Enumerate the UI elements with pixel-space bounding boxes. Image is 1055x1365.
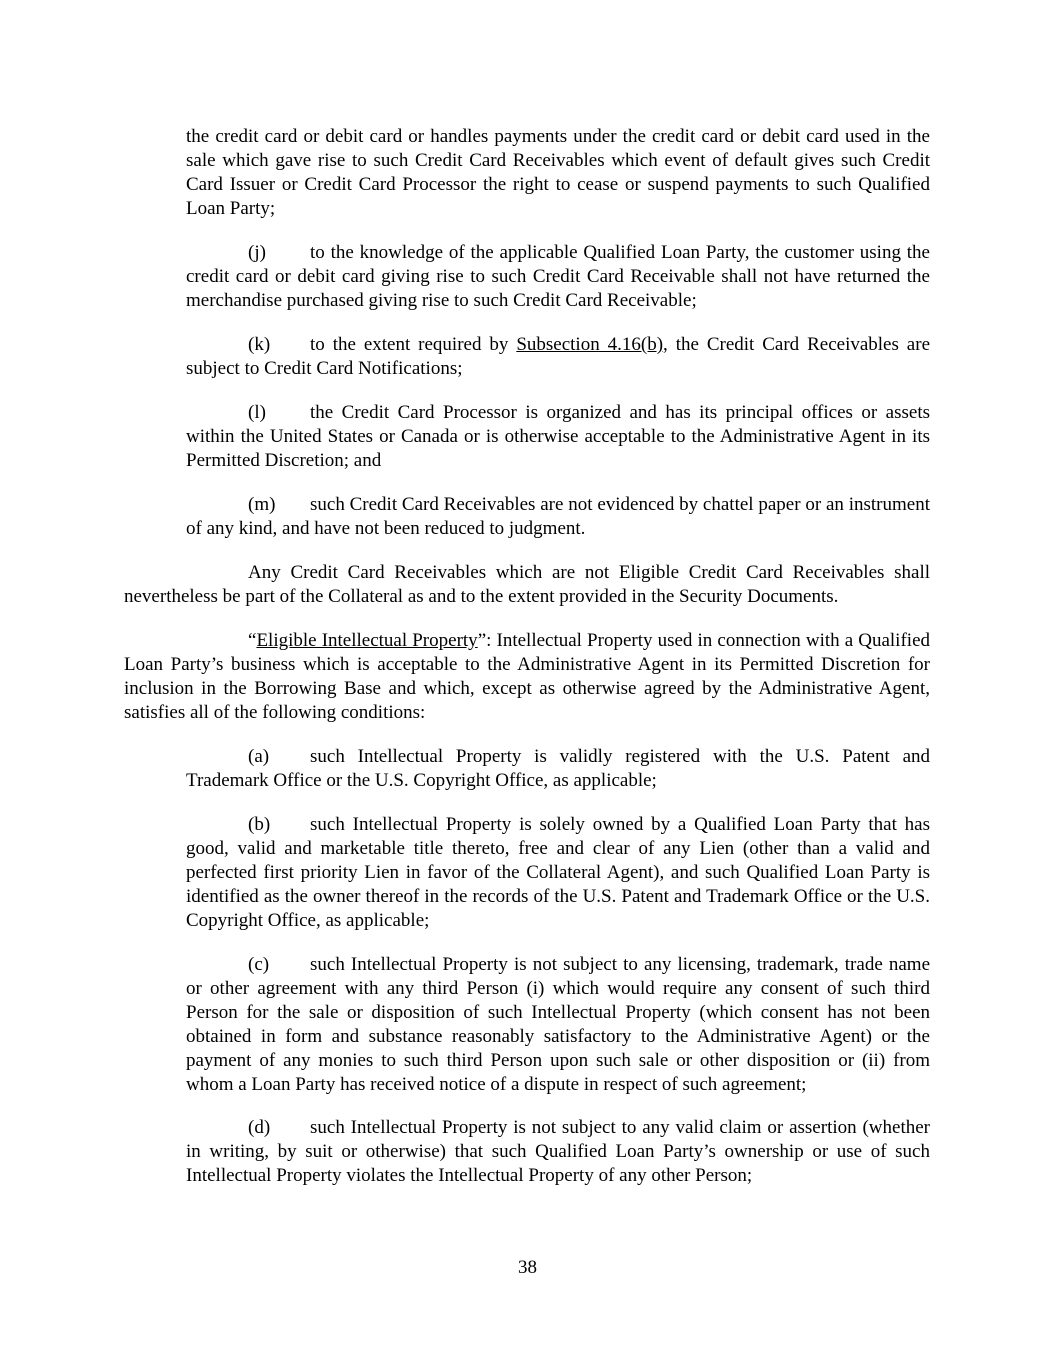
list-item-text: such Intellectual Property is not subject to any licensing, trademark, trade name or other agreement with any third Person (i) which would require any consent of such third Person for the sale or disposition of such Intellectual Property (which consent has not been obtained in form and substance reasonably satisfactory to the Administrative Agent) or the payment of any monies to such third Person upon such sale or other disposition or (ii) from whom a Loan Party has received notice of a dispute in respect of such agreement; [186,954,930,1095]
list-item-text: the Credit Card Processor is organized and has its principal offices or assets within the United States or Canada or is otherwise acceptable to the Administrative Agent in its Permitted Discretion; and [186,402,930,471]
continuation-text: the credit card or debit card or handles payments under the credit card or debit card used in the sale which gave rise to such Credit Card Receivables which event of default gives such Credit Card Issuer or Credit Card Processor the right to cease or suspend payments to such Qualified Loan Party; [186,126,930,219]
list-marker: (m) [248,494,276,515]
collateral-text: Any Credit Card Receivables which are not Eligible Credit Card Receivables shall nevertheless be part of the Collateral as and to the extent provided in the Security Documents. [124,562,930,607]
list-marker: (c) [248,954,270,975]
list-item-j [186,241,930,313]
list-item-text: to the knowledge of the applicable Qualified Loan Party, the customer using the credit card or debit card giving rise to such Credit Card Receivable shall not have returned the merchandise purchased giving rise to such Credit Card Receivable; [186,242,930,311]
list-marker: (j) [248,242,266,263]
list-item-text: such Intellectual Property is validly registered with the U.S. Patent and Trademark Office or the U.S. Copyright Office, as applicable; [186,746,930,791]
definition-text: : Intellectual Property used in connection with a Qualified Loan Party’s business which is acceptable to the Administrative Agent in its Permitted Discretion for inclusion in the Borrowing Base and which, except as otherwise agreed by the Administrative Agent, satisfies all of the following conditions: [124,630,931,723]
list-item-b [186,813,930,933]
list-item-l [186,401,930,473]
list-item-m [186,493,930,541]
list-item-k [186,333,930,381]
list-item-text: such Intellectual Property is not subject to any valid claim or assertion (whether in writing, by suit or otherwise) that such Qualified Loan Party’s ownership or use of such Intellectual Property violates the Intellectual Property of any other Person; [186,1117,930,1186]
close-quote: ” [477,630,487,651]
list-item-text: such Credit Card Receivables are not evidenced by chattel paper or an instrument of any kind, and have not been reduced to judgment. [186,494,930,539]
list-marker: (k) [248,334,271,355]
list-marker: (d) [248,1117,271,1138]
continuation-paragraph [186,125,930,221]
list-marker: (b) [248,814,271,835]
page-number: 38 [518,1257,537,1278]
list-item-d [186,1116,930,1188]
list-marker: (a) [248,746,270,767]
defined-term: Eligible Intellectual Property [256,630,478,651]
list-item-text-before: to the extent required by [310,334,517,355]
list-item-text: such Intellectual Property is solely owned by a Qualified Loan Party that has good, valid and marketable title thereto, free and clear of any Lien (other than a valid and perfected first priority Lien in favor of the Collateral Agent), and such Qualified Loan Party is identified as the owner thereof in the records of the U.S. Patent and Trademark Office or the U.S. Copyright Office, as applicable; [186,814,930,931]
open-quote: “ [248,630,257,651]
list-item-c [186,953,930,1097]
list-item-a [186,745,930,793]
collateral-paragraph [124,561,930,609]
subsection-reference: Subsection 4.16(b) [516,334,664,355]
definition-paragraph [124,629,930,725]
list-marker: (l) [248,402,266,423]
list-item-text-after: , the Credit Card Receivables are subject to Credit Card Notifications; [186,334,930,379]
